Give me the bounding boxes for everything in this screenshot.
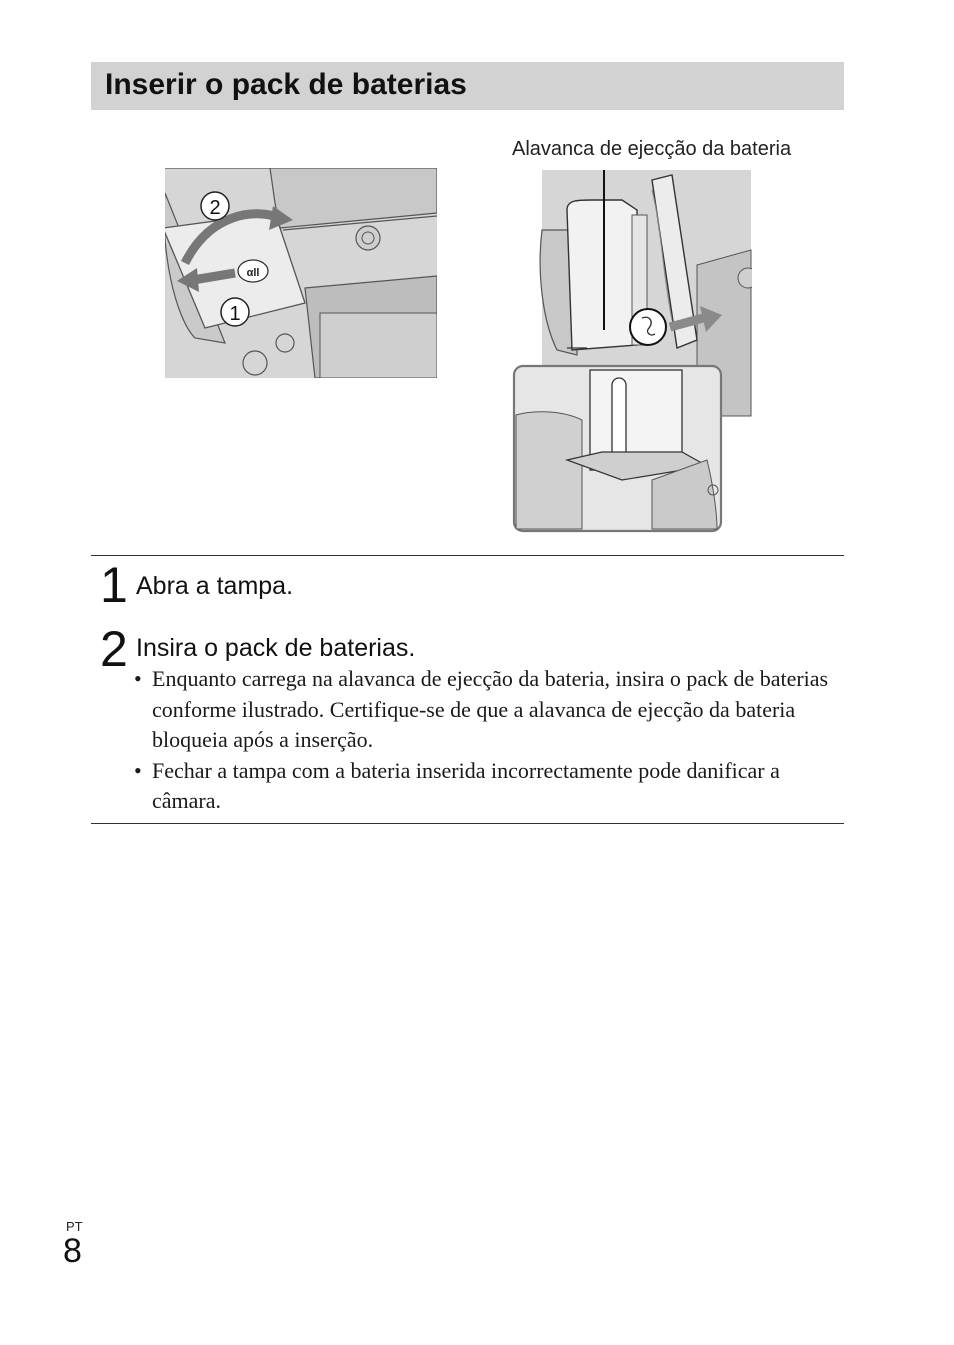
page-number: 8 — [63, 1232, 82, 1270]
section-header — [91, 62, 844, 110]
bullet-symbol: • — [134, 666, 142, 691]
marker-2: 2 — [209, 197, 221, 219]
marker-1: 1 — [229, 303, 241, 325]
top-rule — [91, 555, 844, 556]
bullet-item — [134, 664, 844, 756]
step-text: Insira o pack de baterias. — [136, 634, 416, 662]
section-title: Inserir o pack de baterias — [105, 68, 467, 101]
step-text: Abra a tampa. — [136, 572, 294, 600]
step-number: 1 — [100, 557, 128, 613]
open-cover-illustration — [165, 168, 437, 378]
bottom-rule — [91, 823, 844, 824]
step-number: 2 — [100, 621, 128, 677]
bullet-symbol: • — [134, 757, 142, 783]
bullet-item — [134, 756, 844, 817]
bullet-text: Fechar a tampa com a bateria inserida incorrectamente pode danificar a câmara. — [152, 757, 780, 813]
bullet-text: Enquanto carrega na alavanca de ejecção da bateria, insira o pack de baterias conforme ilustrado. Certifique-se de que a alavanca de ejecção da bateria bloqueia após a inserção. — [152, 666, 829, 752]
svg-text:αll: αll — [246, 267, 260, 279]
insert-battery-illustration — [512, 170, 752, 535]
page-language: PT — [66, 1219, 83, 1234]
bullet-list — [134, 664, 844, 817]
callout-label: Alavanca de ejecção da bateria — [512, 138, 792, 160]
